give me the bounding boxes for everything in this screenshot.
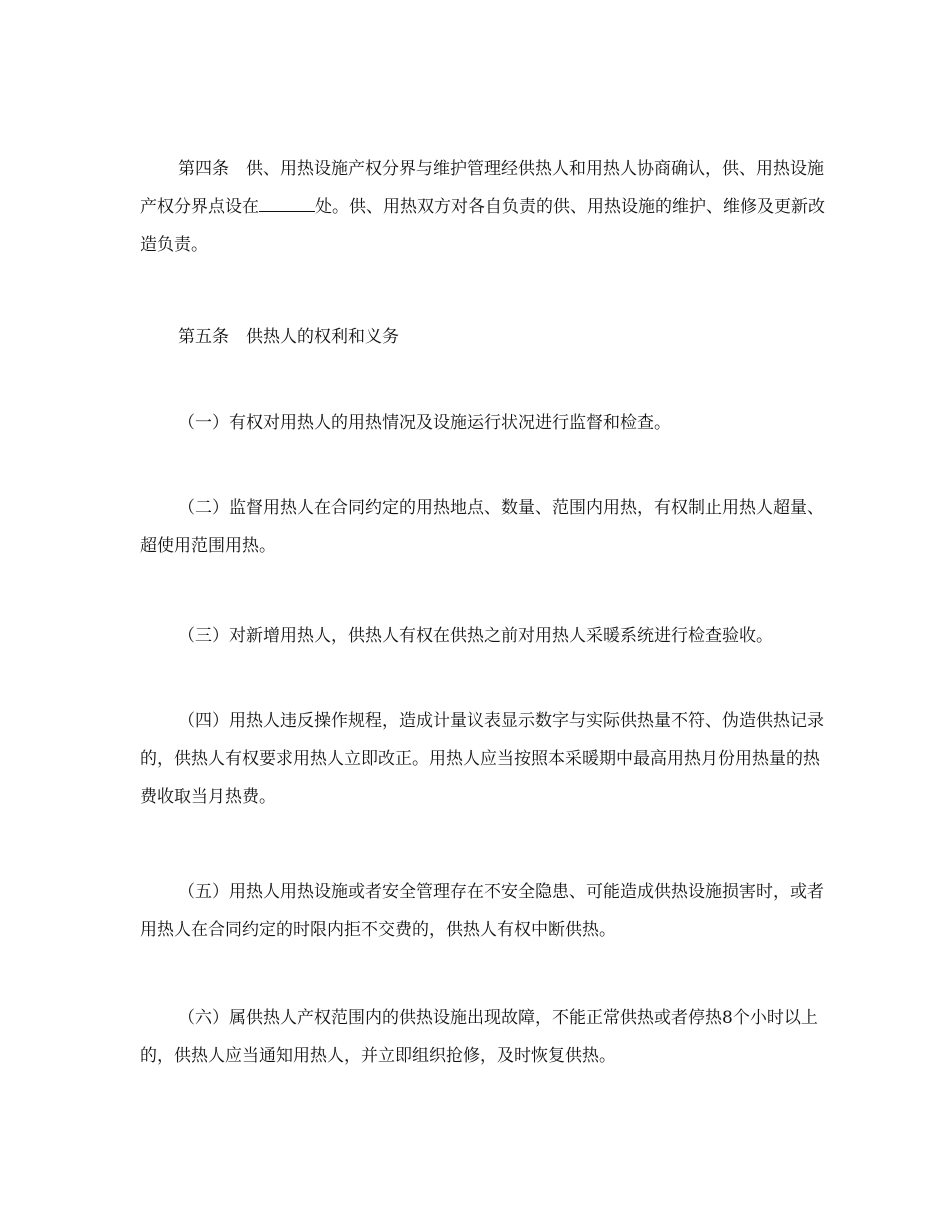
item-5-paragraph: （五）用热人用热设施或者安全管理存在不安全隐患、可能造成供热设施损害时，或者用热人在合同约定的时限内拒不交费的，供热人有权中断供热。	[140, 882, 824, 940]
article-4-text-part-2: 处。供、用热双方对各自负责的供、用热设施的维护、维修及更新改造负责。	[140, 197, 825, 255]
boundary-point-blank	[259, 195, 315, 212]
item-6-paragraph: （六）属供热人产权范围内的供热设施出现故障，不能正常供热或者停热8个小时以上的，供热人应当通知用热人，并立即组织抢修，及时恢复供热。	[140, 1008, 818, 1066]
article-4-paragraph	[140, 150, 830, 264]
article-4-text-part-1: 第四条 供、用热设施产权分界与维护管理经供热人和用热人协商确认，供、用热设施产权分界点设在	[140, 159, 824, 217]
item-3-paragraph: （三）对新增用热人，供热人有权在供热之前对用热人采暖系统进行检查验收。	[178, 626, 773, 646]
item-4-paragraph: （四）用热人违反操作规程，造成计量议表显示数字与实际供热量不符、伪造供热记录的，供热人有权要求用热人立即改正。用热人应当按照本采暖期中最高用热月份用热量的热费收取当月热费。	[140, 711, 824, 807]
article-5-heading: 第五条 供热人的权利和义务	[178, 327, 399, 347]
item-1-paragraph: （一）有权对用热人的用热情况及设施运行状况进行监督和检查。	[178, 413, 671, 433]
item-2-paragraph: （二）监督用热人在合同约定的用热地点、数量、范围内用热，有权制止用热人超量、超使用范围用热。	[140, 498, 824, 556]
